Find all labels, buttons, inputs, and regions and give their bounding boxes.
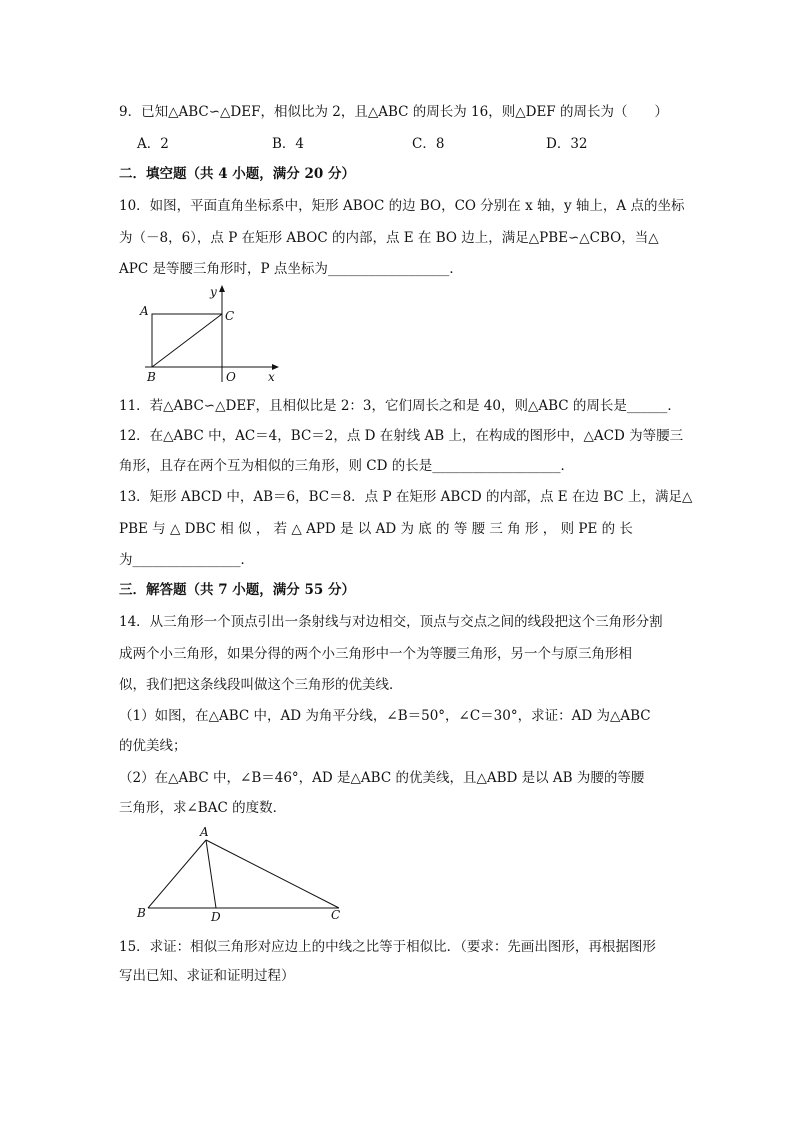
q9-option-d: D．32 xyxy=(546,136,588,152)
side-ab xyxy=(148,840,206,908)
q14-line-5: 的优美线； xyxy=(119,738,187,754)
q9-option-c: C．8 xyxy=(412,136,445,152)
label-x: x xyxy=(268,370,275,384)
q13-line-1: 13．矩形 ABCD 中，AB＝6，BC＝8．点 P 在矩形 ABCD 的内部，点 E 在边 BC 上，满足△ xyxy=(119,489,693,505)
q14-triangle-figure xyxy=(132,822,347,924)
label-o: O xyxy=(226,370,236,384)
label-b: B xyxy=(147,370,156,384)
label-c: C xyxy=(225,309,235,323)
q9-stem: 9．已知△ABC∽△DEF，相似比为 2，且△ABC 的周长为 16，则△DEF 的周长为（ ） xyxy=(119,104,668,120)
q11-text: 11．若△ABC∽△DEF，且相似比是 2：3，它们周长之和是 40，则△ABC 的周长是______． xyxy=(119,398,681,414)
y-axis-arrow xyxy=(219,285,225,292)
q12-line-2: 角形，且存在两个互为相似的三角形，则 CD 的长是___________________． xyxy=(119,458,574,474)
q9-option-a: A．2 xyxy=(137,136,169,152)
label-d: D xyxy=(211,910,221,924)
q14-line-1: 14．从三角形一个顶点引出一条射线与对边相交，顶点与交点之间的线段把这个三角形分割 xyxy=(119,614,663,630)
q9-option-b: B．4 xyxy=(272,136,305,152)
q10-line-1: 10．如图，平面直角坐标系中，矩形 ABOC 的边 BO，CO 分别在 x 轴，y 轴上，A 点的坐标 xyxy=(119,198,685,214)
label-b: B xyxy=(137,906,146,920)
q14-line-4: （1）如图，在△ABC 中，AD 为角平分线，∠B＝50°，∠C＝30°，求证：AD 为△ABC xyxy=(119,708,651,724)
label-a: A xyxy=(140,304,149,318)
q14-line-2: 成两个小三角形，如果分得的两个小三角形中一个为等腰三角形，另一个与原三角形相 xyxy=(119,646,632,662)
q15-line-1: 15．求证：相似三角形对应边上的中线之比等于相似比．（要求：先画出图形，再根据图形 xyxy=(119,939,656,955)
q14-line-7: 三角形，求∠BAC 的度数． xyxy=(119,800,287,816)
q10-line-2: 为（－8，6），点 P 在矩形 ABOC 的内部，点 E 在 BO 边上，满足△PBE∽△CBO，当△ xyxy=(119,230,659,246)
q13-line-3: 为________________． xyxy=(119,552,254,568)
q10-line-3: APC 是等腰三角形时，P 点坐标为__________________． xyxy=(119,261,463,277)
section-3-title: 三．解答题（共 7 小题，满分 55 分） xyxy=(119,582,355,598)
q13-line-2: PBE 与 △ DBC 相 似 ， 若 △ APD 是 以 AD 为 底 的 等 腰 三 角 形 ， 则 PE 的 长 xyxy=(119,521,633,537)
section-2-title: 二．填空题（共 4 小题，满分 20 分） xyxy=(119,166,355,182)
label-y: y xyxy=(210,285,217,299)
q15-line-2: 写出已知、求证和证明过程） xyxy=(119,968,295,984)
q10-coordinate-figure xyxy=(130,282,290,387)
q14-line-6: （2）在△ABC 中，∠B＝46°，AD 是△ABC 的优美线，且△ABD 是以 AB 为腰的等腰 xyxy=(119,770,645,786)
segment-ad xyxy=(206,840,216,908)
q14-line-3: 似，我们把这条线段叫做这个三角形的优美线． xyxy=(119,677,403,693)
label-c: C xyxy=(331,908,341,922)
q12-line-1: 12．在△ABC 中，AC＝4，BC＝2，点 D 在射线 AB 上，在构成的图形中，△ACD 为等腰三 xyxy=(119,428,684,444)
diagonal-bc xyxy=(152,314,222,367)
side-ac xyxy=(206,840,339,908)
label-a: A xyxy=(200,825,209,839)
